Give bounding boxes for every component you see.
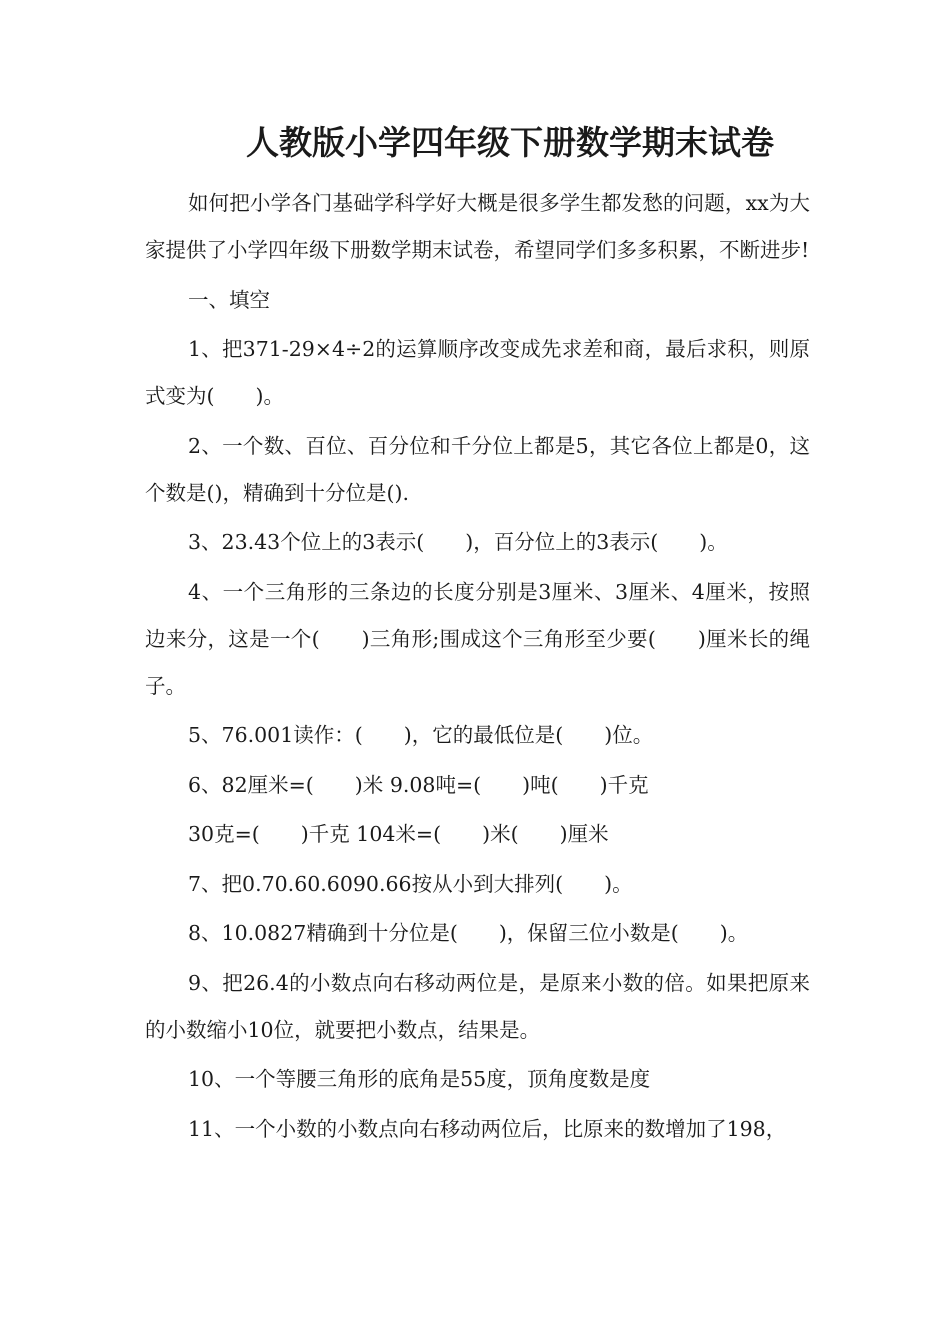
question-6-continued: 30克=( )千克 104米=( )米( )厘米 [188,822,609,846]
question-3: 3、23.43个位上的3表示( )，百分位上的3表示( )。 [188,530,728,554]
document-title: 人教版小学四年级下册数学期末试卷 [246,123,774,162]
intro-paragraph: 如何把小学各门基础学科学好大概是很多学生都发愁的问题，xx为大家提供了小学四年级下册数学期末试卷，希望同学们多多积累，不断进步! [145,191,810,262]
question-5: 5、76.001读作：( )，它的最低位是( )位。 [188,723,654,747]
question-8: 8、10.0827精确到十分位是( )，保留三位小数是( )。 [188,921,749,945]
question-7: 7、把0.70.60.6090.66按从小到大排列( )。 [188,871,633,896]
question-11: 11、一个小数的小数点向右移动两位后，比原来的数增加了198， [188,1116,787,1141]
question-6: 6、82厘米=( )米 9.08吨=( )吨( )千克 [188,772,649,797]
question-9: 9、把26.4的小数点向右移动两位是，是原来小数的倍。如果把原来的小数缩小10位，就要把小数点，结果是。 [145,970,810,1042]
question-1: 1、把371-29×4÷2的运算顺序改变成先求差和商，最后求积，则原式变为( )。 [145,337,810,408]
question-10: 10、一个等腰三角形的底角是55度，顶角度数是度 [188,1067,651,1091]
document-body [145,180,810,1155]
section-heading: 一、填空 [188,287,270,312]
question-2: 2、一个数、百位、百分位和千分位上都是5，其它各位上都是0，这个数是()，精确到十分位是(). [145,433,810,505]
question-4: 4、一个三角形的三条边的长度分别是3厘米、3厘米、4厘米，按照边来分，这是一个( )三角形;围成这个三角形至少要( )厘米长的绳子。 [145,579,810,698]
